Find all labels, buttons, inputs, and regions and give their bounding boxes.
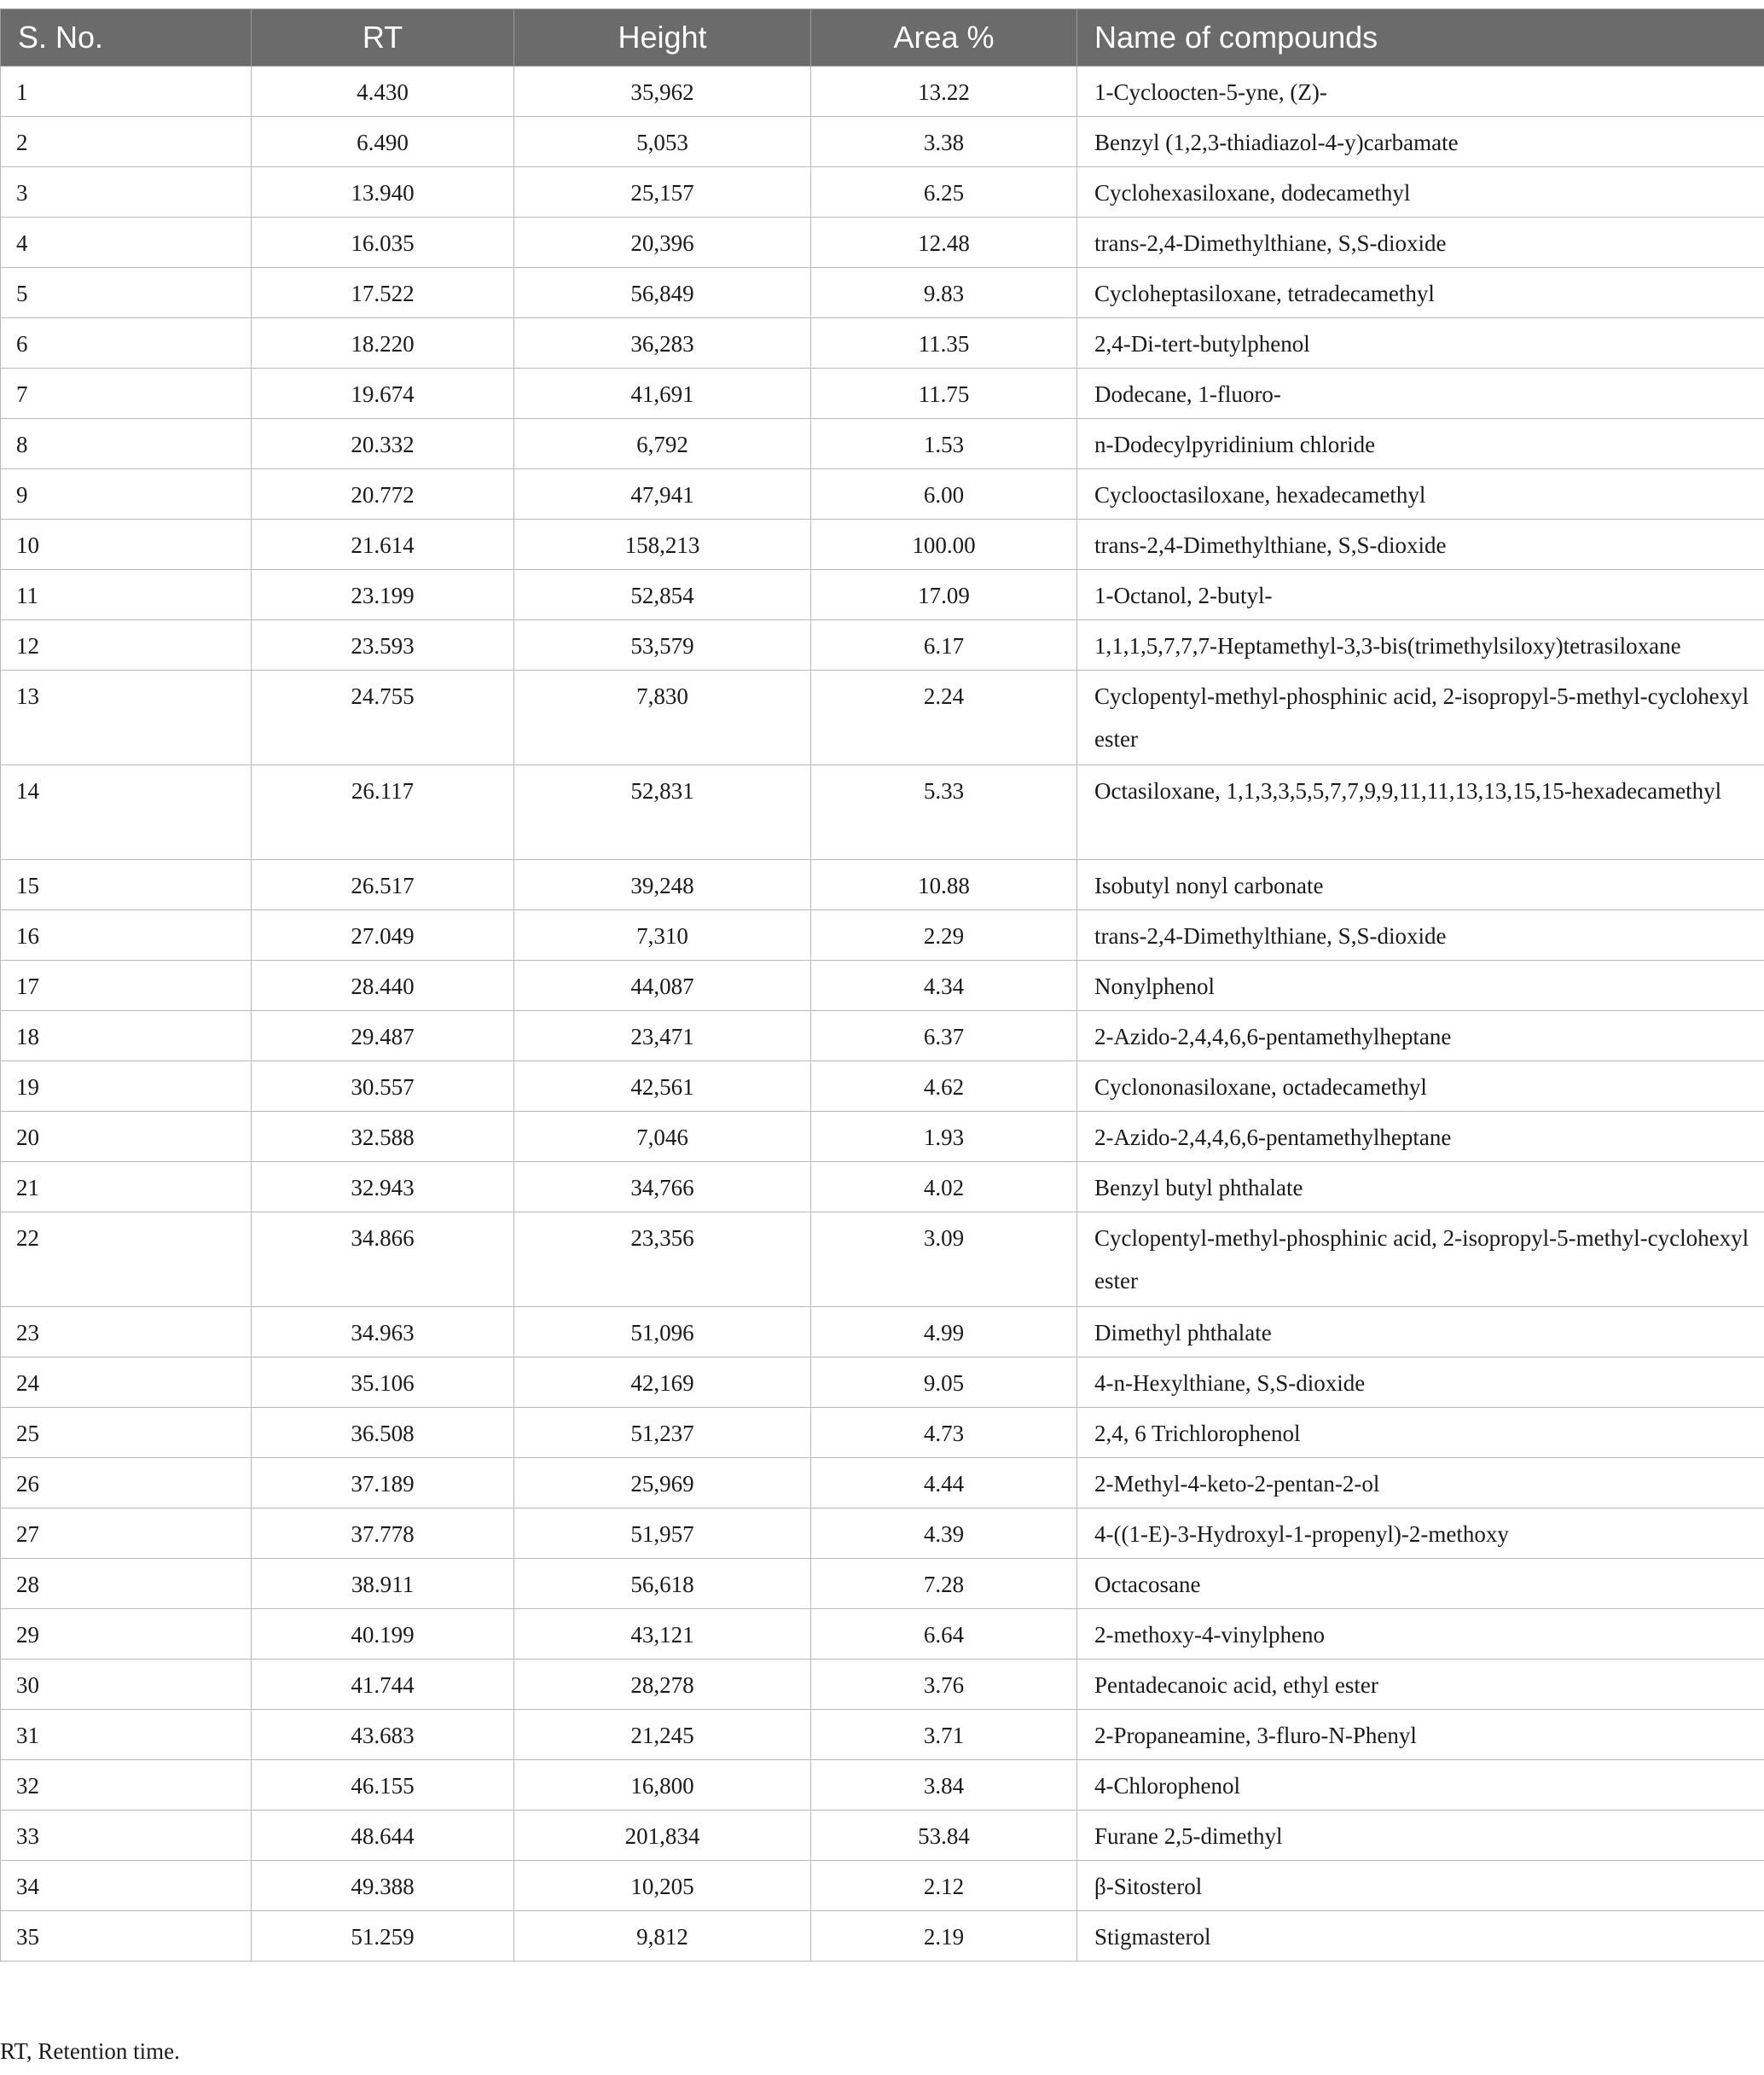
cell-compound-name: Cyclononasiloxane, octadecamethyl — [1077, 1061, 1764, 1112]
cell-compound-name: n-Dodecylpyridinium chloride — [1077, 419, 1764, 469]
cell-height: 47,941 — [514, 469, 811, 520]
cell-rt: 34.866 — [252, 1212, 514, 1307]
cell-rt: 16.035 — [252, 218, 514, 268]
cell-sno: 29 — [1, 1609, 252, 1659]
table-row — [1, 910, 1764, 961]
cell-compound-name: Dimethyl phthalate — [1077, 1307, 1764, 1357]
cell-compound-name: trans-2,4-Dimethylthiane, S,S-dioxide — [1077, 520, 1764, 570]
table-row — [1, 1710, 1764, 1760]
cell-sno: 7 — [1, 369, 252, 419]
cell-area: 3.71 — [811, 1710, 1077, 1760]
cell-sno: 2 — [1, 117, 252, 167]
cell-area: 2.24 — [811, 671, 1077, 765]
cell-rt: 13.940 — [252, 167, 514, 218]
cell-sno: 23 — [1, 1307, 252, 1357]
cell-compound-name: Cyclohexasiloxane, dodecamethyl — [1077, 167, 1764, 218]
table-footnote: RT, Retention time. — [0, 2038, 180, 2064]
cell-area: 4.39 — [811, 1508, 1077, 1559]
cell-compound-name: Isobutyl nonyl carbonate — [1077, 860, 1764, 910]
table-row — [1, 860, 1764, 910]
cell-compound-name: Cyclopentyl-methyl-phosphinic acid, 2-isopropyl-5-methyl-cyclohexyl ester — [1077, 1212, 1764, 1307]
cell-rt: 26.517 — [252, 860, 514, 910]
cell-sno: 28 — [1, 1559, 252, 1609]
cell-height: 51,096 — [514, 1307, 811, 1357]
cell-rt: 4.430 — [252, 67, 514, 117]
cell-area: 100.00 — [811, 520, 1077, 570]
table-row — [1, 1307, 1764, 1357]
cell-sno: 32 — [1, 1760, 252, 1811]
cell-rt: 37.189 — [252, 1458, 514, 1508]
cell-compound-name: 1,1,1,5,7,7,7-Heptamethyl-3,3-bis(trimethylsiloxy)tetrasiloxane — [1077, 620, 1764, 671]
table-row — [1, 268, 1764, 318]
cell-compound-name: Cyclooctasiloxane, hexadecamethyl — [1077, 469, 1764, 520]
cell-compound-name: Furane 2,5-dimethyl — [1077, 1811, 1764, 1861]
table-row — [1, 520, 1764, 570]
cell-height: 5,053 — [514, 117, 811, 167]
cell-compound-name: 4-n-Hexylthiane, S,S-dioxide — [1077, 1357, 1764, 1408]
cell-sno: 34 — [1, 1861, 252, 1911]
table-row — [1, 1811, 1764, 1861]
table-row — [1, 1659, 1764, 1710]
cell-area: 11.35 — [811, 318, 1077, 369]
table-row — [1, 961, 1764, 1011]
cell-rt: 36.508 — [252, 1408, 514, 1458]
cell-rt: 35.106 — [252, 1357, 514, 1408]
cell-height: 56,618 — [514, 1559, 811, 1609]
cell-height: 23,471 — [514, 1011, 811, 1061]
cell-sno: 12 — [1, 620, 252, 671]
table-row — [1, 1861, 1764, 1911]
cell-compound-name: 2-Propaneamine, 3-fluro-N-Phenyl — [1077, 1710, 1764, 1760]
table-body — [1, 67, 1764, 1962]
table-row — [1, 765, 1764, 860]
compounds-table-container — [0, 9, 1764, 1962]
cell-rt: 34.963 — [252, 1307, 514, 1357]
table-row — [1, 1357, 1764, 1408]
cell-height: 42,169 — [514, 1357, 811, 1408]
cell-area: 9.83 — [811, 268, 1077, 318]
cell-compound-name: 2,4, 6 Trichlorophenol — [1077, 1408, 1764, 1458]
cell-rt: 49.388 — [252, 1861, 514, 1911]
cell-compound-name: Benzyl (1,2,3-thiadiazol-4-y)carbamate — [1077, 117, 1764, 167]
cell-height: 35,962 — [514, 67, 811, 117]
cell-area: 10.88 — [811, 860, 1077, 910]
table-row — [1, 419, 1764, 469]
cell-area: 4.34 — [811, 961, 1077, 1011]
header-height: Height — [514, 9, 811, 67]
cell-height: 53,579 — [514, 620, 811, 671]
cell-area: 4.02 — [811, 1162, 1077, 1212]
cell-sno: 30 — [1, 1659, 252, 1710]
cell-sno: 10 — [1, 520, 252, 570]
cell-rt: 20.332 — [252, 419, 514, 469]
table-row — [1, 1408, 1764, 1458]
table-row — [1, 1061, 1764, 1112]
cell-area: 11.75 — [811, 369, 1077, 419]
cell-sno: 6 — [1, 318, 252, 369]
cell-area: 6.17 — [811, 620, 1077, 671]
cell-height: 20,396 — [514, 218, 811, 268]
cell-rt: 23.593 — [252, 620, 514, 671]
cell-rt: 29.487 — [252, 1011, 514, 1061]
cell-sno: 17 — [1, 961, 252, 1011]
cell-rt: 17.522 — [252, 268, 514, 318]
table-row — [1, 218, 1764, 268]
cell-rt: 43.683 — [252, 1710, 514, 1760]
cell-area: 12.48 — [811, 218, 1077, 268]
cell-area: 1.53 — [811, 419, 1077, 469]
cell-sno: 11 — [1, 570, 252, 620]
cell-area: 6.64 — [811, 1609, 1077, 1659]
cell-height: 34,766 — [514, 1162, 811, 1212]
cell-compound-name: Octasiloxane, 1,1,3,3,5,5,7,7,9,9,11,11,13,13,15,15-hexadecamethyl — [1077, 765, 1764, 860]
header-sno: S. No. — [1, 9, 252, 67]
cell-area: 13.22 — [811, 67, 1077, 117]
cell-sno: 4 — [1, 218, 252, 268]
cell-compound-name: 1-Cycloocten-5-yne, (Z)- — [1077, 67, 1764, 117]
cell-height: 201,834 — [514, 1811, 811, 1861]
table-row — [1, 570, 1764, 620]
cell-sno: 21 — [1, 1162, 252, 1212]
table-header — [1, 9, 1764, 67]
cell-sno: 31 — [1, 1710, 252, 1760]
table-row — [1, 318, 1764, 369]
cell-sno: 35 — [1, 1911, 252, 1962]
header-rt: RT — [252, 9, 514, 67]
cell-compound-name: 2,4-Di-tert-butylphenol — [1077, 318, 1764, 369]
cell-rt: 27.049 — [252, 910, 514, 961]
cell-height: 41,691 — [514, 369, 811, 419]
cell-sno: 9 — [1, 469, 252, 520]
cell-sno: 19 — [1, 1061, 252, 1112]
cell-compound-name: Benzyl butyl phthalate — [1077, 1162, 1764, 1212]
table-row — [1, 1458, 1764, 1508]
table-row — [1, 369, 1764, 419]
cell-rt: 48.644 — [252, 1811, 514, 1861]
cell-area: 1.93 — [811, 1112, 1077, 1162]
table-row — [1, 1559, 1764, 1609]
cell-area: 6.37 — [811, 1011, 1077, 1061]
cell-rt: 23.199 — [252, 570, 514, 620]
cell-height: 23,356 — [514, 1212, 811, 1307]
cell-compound-name: 2-Azido-2,4,4,6,6-pentamethylheptane — [1077, 1011, 1764, 1061]
cell-sno: 27 — [1, 1508, 252, 1559]
cell-area: 3.76 — [811, 1659, 1077, 1710]
cell-rt: 46.155 — [252, 1760, 514, 1811]
table-row — [1, 1911, 1764, 1962]
cell-height: 7,310 — [514, 910, 811, 961]
cell-height: 36,283 — [514, 318, 811, 369]
cell-sno: 1 — [1, 67, 252, 117]
cell-rt: 32.943 — [252, 1162, 514, 1212]
table-row — [1, 1112, 1764, 1162]
cell-height: 7,830 — [514, 671, 811, 765]
cell-area: 5.33 — [811, 765, 1077, 860]
cell-compound-name: Stigmasterol — [1077, 1911, 1764, 1962]
cell-compound-name: trans-2,4-Dimethylthiane, S,S-dioxide — [1077, 218, 1764, 268]
header-area: Area % — [811, 9, 1077, 67]
table-row — [1, 671, 1764, 765]
cell-area: 4.62 — [811, 1061, 1077, 1112]
cell-sno: 14 — [1, 765, 252, 860]
header-compound-name: Name of compounds — [1077, 9, 1764, 67]
cell-compound-name: Pentadecanoic acid, ethyl ester — [1077, 1659, 1764, 1710]
cell-sno: 20 — [1, 1112, 252, 1162]
cell-sno: 24 — [1, 1357, 252, 1408]
cell-compound-name: β-Sitosterol — [1077, 1861, 1764, 1911]
table-row — [1, 1162, 1764, 1212]
cell-rt: 28.440 — [252, 961, 514, 1011]
cell-area: 4.99 — [811, 1307, 1077, 1357]
cell-compound-name: 1-Octanol, 2-butyl- — [1077, 570, 1764, 620]
cell-area: 7.28 — [811, 1559, 1077, 1609]
cell-rt: 41.744 — [252, 1659, 514, 1710]
cell-sno: 16 — [1, 910, 252, 961]
cell-area: 2.29 — [811, 910, 1077, 961]
cell-sno: 13 — [1, 671, 252, 765]
cell-area: 6.25 — [811, 167, 1077, 218]
table-row — [1, 1760, 1764, 1811]
cell-rt: 30.557 — [252, 1061, 514, 1112]
cell-height: 51,237 — [514, 1408, 811, 1458]
cell-height: 51,957 — [514, 1508, 811, 1559]
cell-sno: 3 — [1, 167, 252, 218]
cell-rt: 32.588 — [252, 1112, 514, 1162]
cell-sno: 33 — [1, 1811, 252, 1861]
cell-area: 53.84 — [811, 1811, 1077, 1861]
cell-area: 9.05 — [811, 1357, 1077, 1408]
cell-area: 6.00 — [811, 469, 1077, 520]
header-row — [1, 9, 1764, 67]
cell-rt: 40.199 — [252, 1609, 514, 1659]
cell-rt: 24.755 — [252, 671, 514, 765]
cell-rt: 21.614 — [252, 520, 514, 570]
cell-rt: 20.772 — [252, 469, 514, 520]
cell-rt: 19.674 — [252, 369, 514, 419]
cell-compound-name: Cycloheptasiloxane, tetradecamethyl — [1077, 268, 1764, 318]
cell-height: 25,157 — [514, 167, 811, 218]
cell-height: 10,205 — [514, 1861, 811, 1911]
cell-height: 7,046 — [514, 1112, 811, 1162]
cell-compound-name: Cyclopentyl-methyl-phosphinic acid, 2-isopropyl-5-methyl-cyclohexyl ester — [1077, 671, 1764, 765]
cell-area: 3.38 — [811, 117, 1077, 167]
cell-height: 56,849 — [514, 268, 811, 318]
cell-area: 17.09 — [811, 570, 1077, 620]
cell-height: 9,812 — [514, 1911, 811, 1962]
cell-rt: 37.778 — [252, 1508, 514, 1559]
cell-sno: 5 — [1, 268, 252, 318]
cell-height: 28,278 — [514, 1659, 811, 1710]
cell-area: 2.12 — [811, 1861, 1077, 1911]
cell-compound-name: Octacosane — [1077, 1559, 1764, 1609]
table-row — [1, 1508, 1764, 1559]
cell-rt: 18.220 — [252, 318, 514, 369]
cell-compound-name: 2-Methyl-4-keto-2-pentan-2-ol — [1077, 1458, 1764, 1508]
cell-area: 4.44 — [811, 1458, 1077, 1508]
cell-compound-name: 2-Azido-2,4,4,6,6-pentamethylheptane — [1077, 1112, 1764, 1162]
cell-area: 4.73 — [811, 1408, 1077, 1458]
cell-sno: 26 — [1, 1458, 252, 1508]
cell-height: 16,800 — [514, 1760, 811, 1811]
cell-area: 2.19 — [811, 1911, 1077, 1962]
cell-height: 43,121 — [514, 1609, 811, 1659]
cell-height: 52,831 — [514, 765, 811, 860]
cell-height: 42,561 — [514, 1061, 811, 1112]
table-row — [1, 1609, 1764, 1659]
table-row — [1, 469, 1764, 520]
cell-compound-name: 2-methoxy-4-vinylpheno — [1077, 1609, 1764, 1659]
cell-rt: 26.117 — [252, 765, 514, 860]
table-row — [1, 1212, 1764, 1307]
cell-area: 3.84 — [811, 1760, 1077, 1811]
table-row — [1, 117, 1764, 167]
cell-height: 25,969 — [514, 1458, 811, 1508]
cell-rt: 6.490 — [252, 117, 514, 167]
cell-height: 21,245 — [514, 1710, 811, 1760]
cell-height: 158,213 — [514, 520, 811, 570]
cell-height: 6,792 — [514, 419, 811, 469]
cell-height: 44,087 — [514, 961, 811, 1011]
table-row — [1, 67, 1764, 117]
table-row — [1, 167, 1764, 218]
cell-sno: 8 — [1, 419, 252, 469]
cell-sno: 22 — [1, 1212, 252, 1307]
cell-rt: 38.911 — [252, 1559, 514, 1609]
compounds-table — [0, 9, 1764, 1962]
cell-compound-name: trans-2,4-Dimethylthiane, S,S-dioxide — [1077, 910, 1764, 961]
cell-compound-name: 4-((1-E)-3-Hydroxyl-1-propenyl)-2-methoxy — [1077, 1508, 1764, 1559]
cell-compound-name: Dodecane, 1-fluoro- — [1077, 369, 1764, 419]
cell-sno: 18 — [1, 1011, 252, 1061]
cell-height: 39,248 — [514, 860, 811, 910]
cell-sno: 15 — [1, 860, 252, 910]
cell-area: 3.09 — [811, 1212, 1077, 1307]
cell-sno: 25 — [1, 1408, 252, 1458]
table-row — [1, 1011, 1764, 1061]
table-row — [1, 620, 1764, 671]
cell-compound-name: Nonylphenol — [1077, 961, 1764, 1011]
cell-height: 52,854 — [514, 570, 811, 620]
cell-compound-name: 4-Chlorophenol — [1077, 1760, 1764, 1811]
cell-rt: 51.259 — [252, 1911, 514, 1962]
